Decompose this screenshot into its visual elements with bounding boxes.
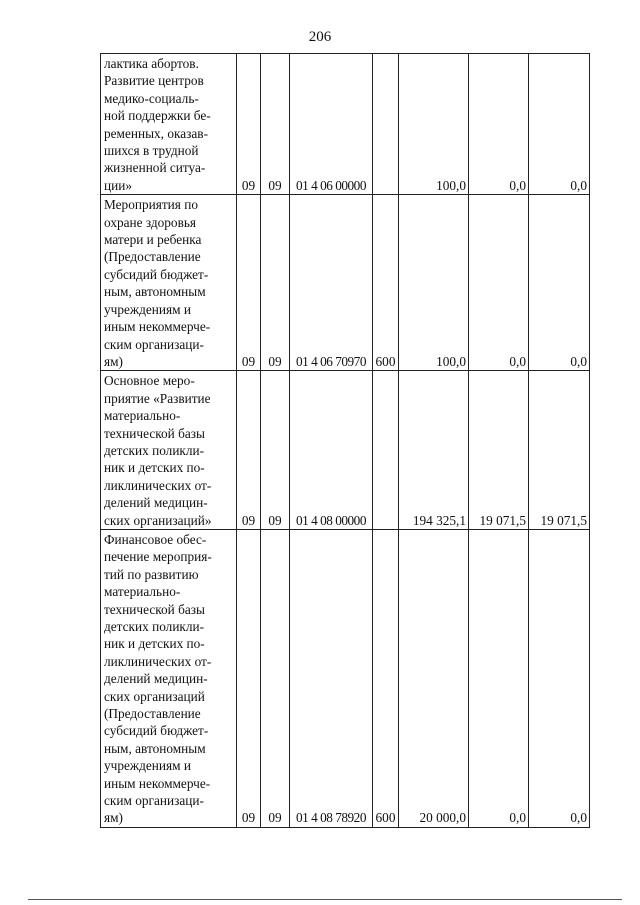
amount-cell-3: 0,0	[529, 195, 590, 371]
description-line: (Предоставление	[104, 706, 201, 722]
description-line: Основное меро-	[104, 373, 195, 389]
description-line: жизненной ситуа-	[104, 160, 206, 176]
description-line: тий по развитию	[104, 566, 199, 582]
description-line: технической базы	[104, 425, 205, 441]
description-line: ременных, оказав-	[104, 125, 208, 141]
amount-cell-1: 194 325,1	[399, 371, 469, 530]
description-line: ских организаций»	[104, 512, 212, 528]
target-code-cell: 01 4 08 78920	[290, 529, 373, 827]
subsection-cell: 09	[261, 529, 290, 827]
description-line: ции»	[104, 177, 132, 193]
description-line: охране здоровья	[104, 214, 197, 230]
description-line: технической базы	[104, 601, 205, 617]
description-line: приятие «Развитие	[104, 390, 211, 406]
description-line: ной поддержки бе-	[104, 108, 211, 124]
description-line: (Предоставление	[104, 249, 201, 265]
description-line: ям)	[104, 810, 123, 826]
row-description	[101, 195, 237, 371]
description-line: матери и ребенка	[104, 232, 202, 248]
section-cell: 09	[237, 371, 261, 530]
amount-cell-3: 0,0	[529, 529, 590, 827]
section-cell: 09	[237, 195, 261, 371]
description-line: детских поликли-	[104, 619, 205, 634]
description-line: ным, автономным	[104, 740, 206, 756]
description-line: ям)	[104, 353, 123, 369]
description-line: детских поликли-	[104, 442, 205, 458]
description-line: ник и детских по-	[104, 636, 205, 652]
description-line: ских организаций	[104, 688, 205, 704]
description-line: шихся в трудной	[104, 143, 199, 159]
description-line: Мероприятия по	[104, 197, 198, 213]
table-row	[101, 371, 590, 530]
row-description	[101, 371, 237, 530]
description-line: материально-	[104, 584, 181, 600]
target-code-cell: 01 4 06 70970	[290, 195, 373, 371]
amount-cell-2: 19 071,5	[469, 371, 529, 530]
description-line: ским организаци-	[104, 793, 204, 809]
page-number: 206	[308, 29, 332, 45]
description-line: учреждениям и	[104, 758, 191, 774]
expense-type-cell	[373, 371, 399, 530]
description-line: иным некоммерче-	[104, 775, 211, 791]
amount-cell-2: 0,0	[469, 195, 529, 371]
description-line: материально-	[104, 408, 181, 424]
description-line: лактика абортов.	[104, 56, 199, 71]
expense-type-cell	[373, 54, 399, 195]
description-line: ским организаци-	[104, 336, 204, 352]
description-line: медико-социаль-	[104, 90, 199, 106]
row-description	[101, 54, 237, 195]
amount-cell-1: 20 000,0	[399, 529, 469, 827]
description-line: учреждениям и	[104, 301, 191, 317]
bottom-rule	[28, 899, 622, 900]
amount-cell-1: 100,0	[399, 54, 469, 195]
subsection-cell: 09	[261, 195, 290, 371]
section-cell: 09	[237, 54, 261, 195]
target-code-cell: 01 4 08 00000	[290, 371, 373, 530]
table-row	[101, 54, 590, 195]
description-line: делений медицин-	[104, 495, 208, 511]
expense-type-cell: 600	[373, 529, 399, 827]
table-row	[101, 529, 590, 827]
description-line: Финансовое обес-	[104, 531, 207, 547]
target-code-cell: 01 4 06 00000	[290, 54, 373, 195]
description-line: печение мероприя-	[104, 549, 212, 565]
description-line: ным, автономным	[104, 284, 206, 300]
description-line: делений медицин-	[104, 671, 208, 687]
table-row	[101, 195, 590, 371]
amount-cell-3: 0,0	[529, 54, 590, 195]
description-line: субсидий бюджет-	[104, 266, 209, 282]
description-line: субсидий бюджет-	[104, 723, 209, 739]
description-line: ник и детских по-	[104, 460, 205, 476]
amount-cell-2: 0,0	[469, 54, 529, 195]
description-line: иным некоммерче-	[104, 319, 211, 335]
budget-table	[100, 53, 590, 828]
table-body	[101, 54, 590, 828]
subsection-cell: 09	[261, 371, 290, 530]
amount-cell-2: 0,0	[469, 529, 529, 827]
description-line: ликлинических от-	[104, 653, 212, 669]
expense-type-cell: 600	[373, 195, 399, 371]
subsection-cell: 09	[261, 54, 290, 195]
description-line: ликлинических от-	[104, 477, 212, 493]
amount-cell-1: 100,0	[399, 195, 469, 371]
description-line: Развитие центров	[104, 73, 204, 89]
row-description	[101, 529, 237, 827]
amount-cell-3: 19 071,5	[529, 371, 590, 530]
section-cell: 09	[237, 529, 261, 827]
